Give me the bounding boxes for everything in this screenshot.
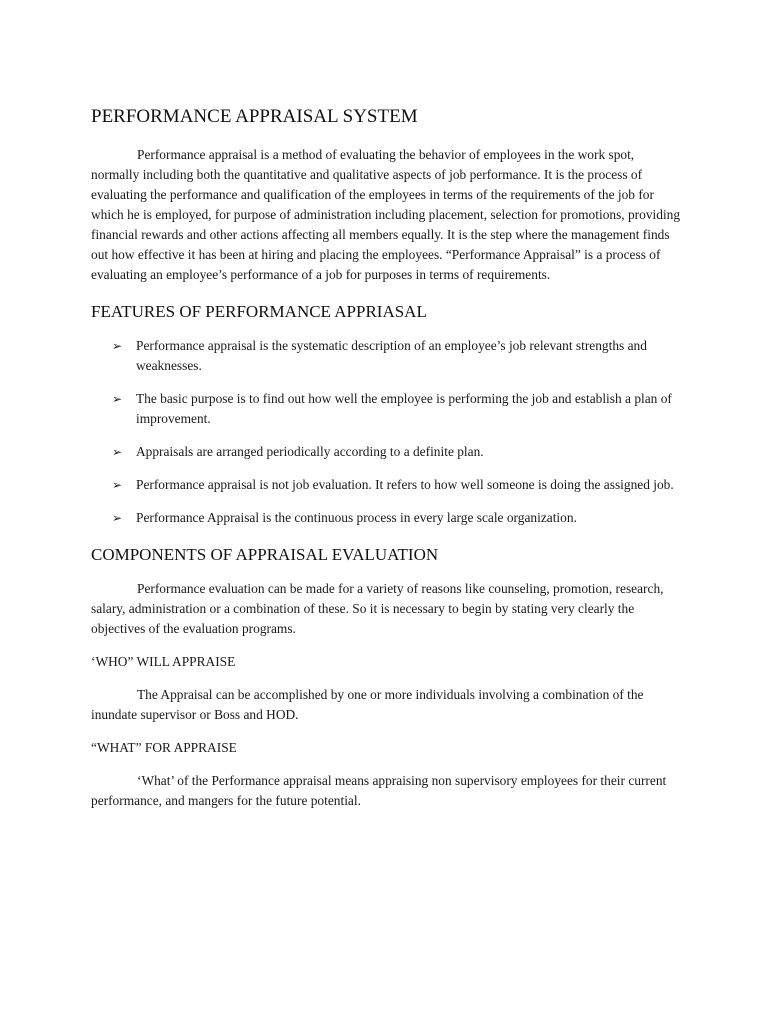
features-heading: FEATURES OF PERFORMANCE APPRIASAL	[91, 301, 427, 321]
list-item-text: Performance appraisal is the systematic description of an employee’s job relevant strengths and weaknesses.	[136, 338, 647, 373]
components-heading: COMPONENTS OF APPRAISAL EVALUATION	[91, 545, 439, 564]
list-item	[91, 475, 681, 495]
list-item-text: The basic purpose is to find out how well the employee is performing the job and establish a plan of improvement.	[136, 391, 672, 426]
list-item	[91, 508, 681, 528]
list-item	[91, 389, 681, 429]
list-item-text: Appraisals are arranged periodically according to a definite plan.	[136, 444, 484, 459]
list-item	[91, 442, 681, 462]
who-paragraph: The Appraisal can be accomplished by one or more individuals involving a combination of the inundate supervisor or Boss and HOD.	[91, 687, 644, 723]
list-item-text: Performance Appraisal is the continuous process in every large scale organization.	[136, 510, 577, 525]
list-item	[91, 336, 681, 376]
features-list	[91, 336, 681, 528]
components-intro: Performance evaluation can be made for a variety of reasons like counseling, promotion, research, salary, administration or a combination of these. So it is necessary to begin by stating very clearly the objectives of the evaluation programs.	[91, 581, 664, 637]
document-title: PERFORMANCE APPRAISAL SYSTEM	[91, 106, 418, 127]
list-item-text: Performance appraisal is not job evaluation. It refers to how well someone is doing the assigned job.	[136, 477, 674, 492]
who-label: ‘WHO” WILL APPRAISE	[91, 654, 236, 670]
intro-paragraph: Performance appraisal is a method of evaluating the behavior of employees in the work spot, normally including both the quantitative and qualitative aspects of job performance. It is the process of evaluating the performance and qualification of the employees in terms of the requirements of the job for which he is employed, for purpose of administration including placement, selection for promotions, providing financial rewards and other actions affecting all members equally. It is the step where the management finds out how effective it has been at hiring and placing the employees. “Performance Appraisal” is a process of evaluating an employee’s performance of a job for purposes in terms of requirements.	[91, 146, 681, 282]
arrowhead-bullet-icon: ➢	[112, 445, 123, 459]
what-label: “WHAT” FOR APPRAISE	[91, 740, 237, 756]
what-paragraph: ‘What’ of the Performance appraisal means appraising non supervisory employees for their current performance, and mangers for the future potential.	[91, 773, 667, 809]
arrowhead-bullet-icon: ➢	[112, 511, 123, 525]
arrowhead-bullet-icon: ➢	[112, 478, 123, 492]
arrowhead-bullet-icon: ➢	[112, 339, 123, 353]
arrowhead-bullet-icon: ➢	[112, 392, 123, 406]
document-body	[91, 105, 681, 811]
